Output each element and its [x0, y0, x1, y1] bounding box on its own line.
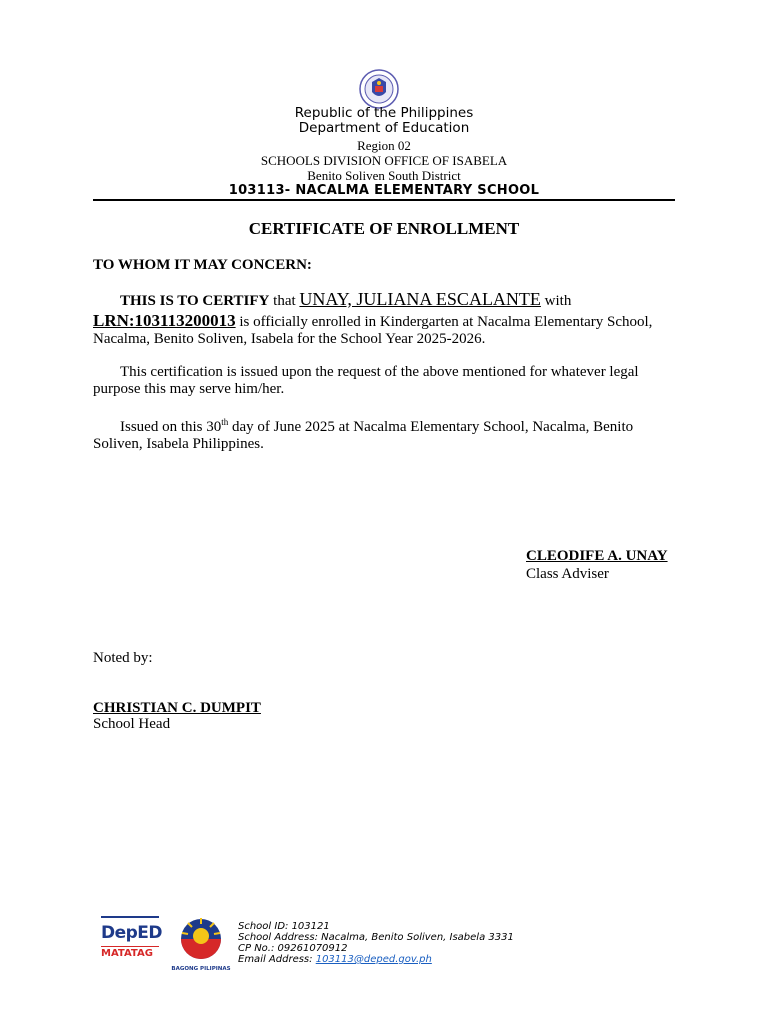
certify-that: that [269, 293, 300, 309]
school-head-role: School Head [93, 716, 171, 732]
header-region: Region 02 [357, 138, 411, 153]
matatag-logo-text: MATATAG [101, 948, 153, 959]
deped-logo-text: DepED [101, 923, 163, 943]
issued-paragraph [93, 414, 675, 453]
certify-with: with [540, 293, 572, 309]
deped-seal-icon [355, 69, 403, 109]
footer-email-label: Email Address: [238, 954, 316, 965]
enrollment-details: is officially enrolled in Kindergarten at Nacalma Elementary School, Nacalma, Benito Soliven, Isabela for the School Year 2025-2026. [93, 314, 653, 347]
deped-matatag-logo [101, 916, 163, 972]
footer-school-id: School ID: 103121 [238, 921, 330, 932]
bagong-pilipinas-text: BAGONG PILIPINAS [171, 966, 231, 972]
bagong-pilipinas-emblem-icon [170, 914, 232, 960]
issued-sup: th [221, 417, 229, 427]
footer-email-link[interactable]: 103113@deped.gov.ph [315, 954, 432, 965]
noted-by-label: Noted by: [93, 650, 153, 666]
adviser-role: Class Adviser [526, 566, 609, 582]
issued-before: Issued on this 30 [120, 419, 222, 435]
header-divider [93, 199, 675, 201]
footer-cp: CP No.: 09261070912 [238, 943, 348, 954]
issued-after: day of June 2025 at Nacalma Elementary School, Nacalma, Benito Soliven, Isabela Philippines. [93, 419, 634, 452]
salutation: TO WHOM IT MAY CONCERN: [93, 257, 312, 273]
header-republic: Republic of the Philippines [294, 105, 474, 121]
certify-paragraph [93, 291, 675, 310]
student-lrn: LRN:103113200013 [93, 311, 236, 330]
header-division: SCHOOLS DIVISION OFFICE OF ISABELA [260, 153, 508, 168]
certify-lead: THIS IS TO CERTIFY [120, 293, 270, 309]
header-department: Department of Education [298, 120, 470, 136]
adviser-name: CLEODIFE A. UNAY [526, 548, 668, 564]
footer-address: School Address: Nacalma, Benito Soliven, Isabela 3331 [238, 932, 514, 943]
header-district: Benito Soliven South District [307, 168, 461, 183]
lrn-paragraph [93, 312, 675, 348]
bagong-pilipinas-logo [170, 914, 232, 972]
student-name: UNAY, JULIANA ESCALANTE [299, 289, 541, 309]
footer-email [238, 954, 432, 966]
purpose-paragraph: This certification is issued upon the request of the above mentioned for whatever legal purpose this may serve him/her. [93, 364, 639, 397]
school-head-name: CHRISTIAN C. DUMPIT [93, 700, 261, 716]
certificate-title: CERTIFICATE OF ENROLLMENT [248, 219, 520, 238]
header-school: 103113- NACALMA ELEMENTARY SCHOOL [228, 183, 540, 198]
